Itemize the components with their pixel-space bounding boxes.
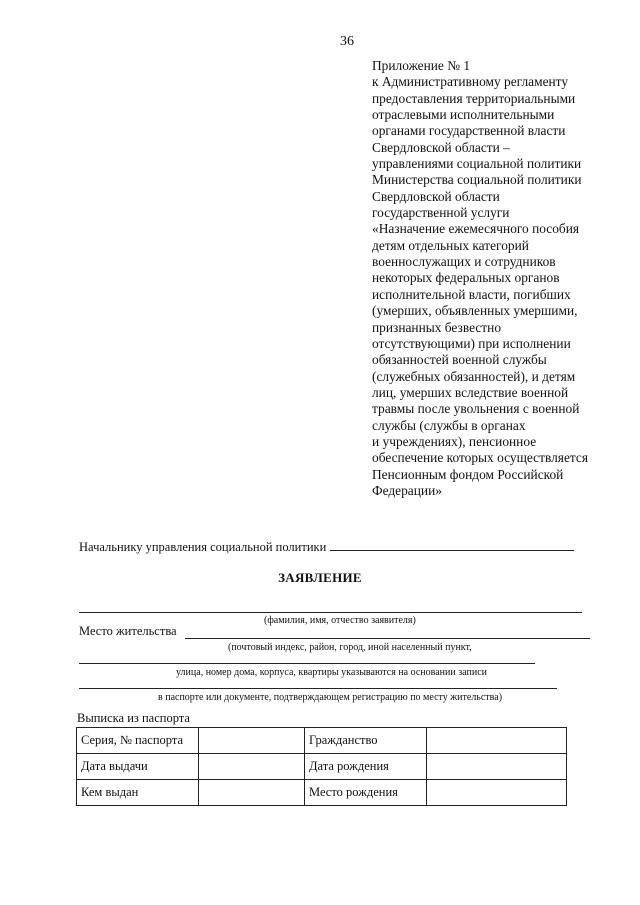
table-row: [77, 780, 567, 806]
passport-section-label: Выписка из паспорта: [77, 711, 190, 725]
addressee-line: [79, 538, 574, 555]
issue-date-label: Дата выдачи: [77, 754, 199, 780]
appendix-header: Приложение № 1 к Административному регламенту предоставления территориальными отраслевыми исполнительными органами государственной власти Свердловской области – управлениями социальной политики Министерства социальной политики Свердловской области государственной услуги «Назначение ежемесячного пособия детям отдельных категорий военнослужащих и сотрудников некоторых федеральных органов исполнительной власти, погибших (умерших, объявленных умершими, признанных безвестно отсутствующими) при исполнении обязанностей военной службы (служебных обязанностей), и детям лиц, умерших вследствие военной травмы после увольнения с военной службы (службы в органах и учреждениях), пенсионное обеспечение которых осуществляется Пенсионным фондом Российской Федерации»: [372, 58, 589, 498]
fio-caption: (фамилия, имя, отчество заявителя): [264, 615, 416, 626]
birth-place-field[interactable]: [427, 780, 567, 806]
document-title: ЗАЯВЛЕНИЕ: [278, 570, 362, 585]
passport-series-field[interactable]: [199, 728, 305, 754]
issued-by-label: Кем выдан: [77, 780, 199, 806]
birth-place-label: Место рождения: [305, 780, 427, 806]
page-number: 36: [340, 34, 354, 49]
passport-series-label: Серия, № паспорта: [77, 728, 199, 754]
issued-by-field[interactable]: [199, 780, 305, 806]
birth-date-field[interactable]: [427, 754, 567, 780]
table-row: [77, 754, 567, 780]
address-caption-3: в паспорте или документе, подтверждающем регистрацию по месту жительства): [158, 692, 503, 703]
citizenship-field[interactable]: [427, 728, 567, 754]
address-caption-2: улица, номер дома, корпуса, квартиры указываются на основании записи: [176, 667, 487, 678]
addressee-label: Начальнику управления социальной политики: [79, 540, 327, 554]
address-field-2[interactable]: [79, 663, 535, 664]
birth-date-label: Дата рождения: [305, 754, 427, 780]
residence-label: Место жительства: [79, 624, 177, 638]
citizenship-label: Гражданство: [305, 728, 427, 754]
passport-table: [76, 727, 567, 806]
addressee-field[interactable]: [330, 538, 574, 551]
fio-field[interactable]: [79, 612, 582, 613]
address-field-3[interactable]: [79, 688, 557, 689]
table-row: [77, 728, 567, 754]
address-caption-1: (почтовый индекс, район, город, иной населенный пункт,: [228, 642, 472, 653]
issue-date-field[interactable]: [199, 754, 305, 780]
residence-field[interactable]: [185, 638, 590, 639]
